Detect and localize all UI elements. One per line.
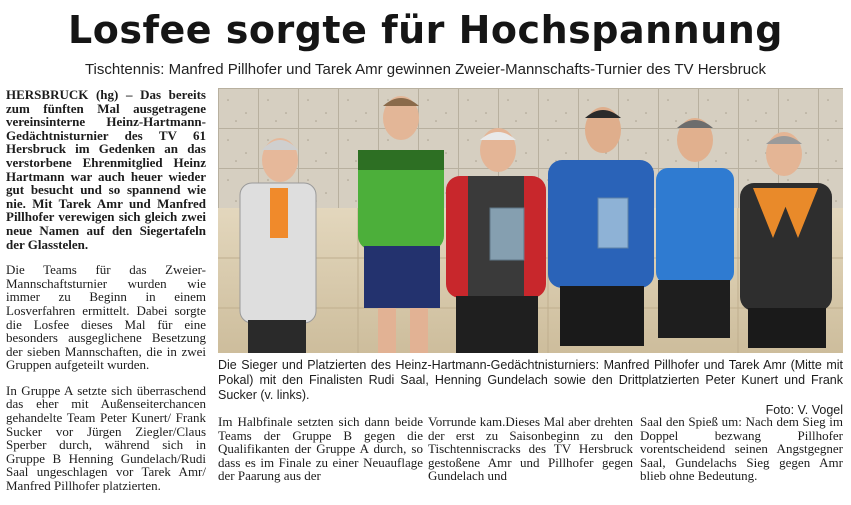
- caption-text: Die Sieger und Platzierten des Heinz-Hartmann-Gedächtnisturniers: Manfred Pillhofer und Tarek Amr (Mitte mit Pokal) mit den Finalisten Rudi Saal, Henning Gundelach sowie den Drittplatzierten Peter Kunert und Frank Sucker (v. links).: [218, 358, 843, 402]
- team-photo-image: [218, 88, 843, 353]
- paragraph-teams: Die Teams für das Zweier-Mannschaftsturnier wurden wie immer zu Beginn in einem Losverfahren ermittelt. Dabei sorgte die Losfee dieses Mal für eine besonders ausgeglichene Besetzung der sieben Mannschaften, die in zwei Gruppen aufgeteilt wurden.: [6, 262, 206, 373]
- trophy-icon: [490, 208, 524, 260]
- paragraph-result: Saal den Spieß um: Nach dem Sieg im Doppel bezwang Pillhofer vorentscheidend seinen Angstgegner Saal, Gundelachs Sieg gegen Amr blieb ohne Bedeutung.: [640, 414, 843, 484]
- subheadline: Tischtennis: Manfred Pillhofer und Tarek Amr gewinnen Zweier-Mannschafts-Turnier des TV Hersbruck: [84, 61, 767, 78]
- photo-caption: [218, 358, 843, 418]
- bottom-column-3: [640, 415, 843, 495]
- photo-credit: Foto: V. Vogel: [765, 403, 843, 417]
- bottom-column-2: [428, 415, 633, 495]
- paragraph-groups: In Gruppe A setzte sich überraschend das eher mit Außenseiterchancen gehandelte Team Peter Kunert/ Frank Sucker vor Jürgen Ziegler/Claus Sperber durch, während sich in Gruppe B Henning Gundelach/Rudi Saal ungeschlagen vor Tarek Amr/ Manfred Pillhofer platzierten.: [6, 382, 206, 494]
- intro-paragraph: HERSBRUCK (hg) – Das bereits zum fünften Mal ausgetragene vereinsinterne Heinz-Hartmann-Gedächtnisturnier des TV 61 Hersbruck im Gedenken an das verstorbene Ehrenmitglied Heinz Hartmann war auch heuer wieder gut besucht und so spannend wie nie. Mit Tarek Amr und Manfred Pillhofer verewigen sich gleich zwei neue Namen auf den Siegertafeln der Glasstelen.: [6, 87, 206, 252]
- team-photo: [218, 88, 843, 353]
- paragraph-semifinal: Im Halbfinale setzten sich dann beide Teams der Gruppe B gegen die Qualifikanten der Gruppe A durch, so dass es im Finale zu einer Neuauflage der Paarung aus der: [218, 414, 423, 484]
- headline: Losfee sorgte für Hochspannung: [68, 8, 783, 52]
- trophy-icon: [598, 198, 628, 248]
- paragraph-final: Vorrunde kam.Dieses Mal aber drehten der erst zu Saisonbeginn zu den Tischtenniscracks des TV Hersbruck gestoßene Amr und Pillhofer gegen Gundelach und: [428, 414, 633, 484]
- bottom-column-1: [218, 415, 423, 495]
- left-column: [6, 88, 206, 505]
